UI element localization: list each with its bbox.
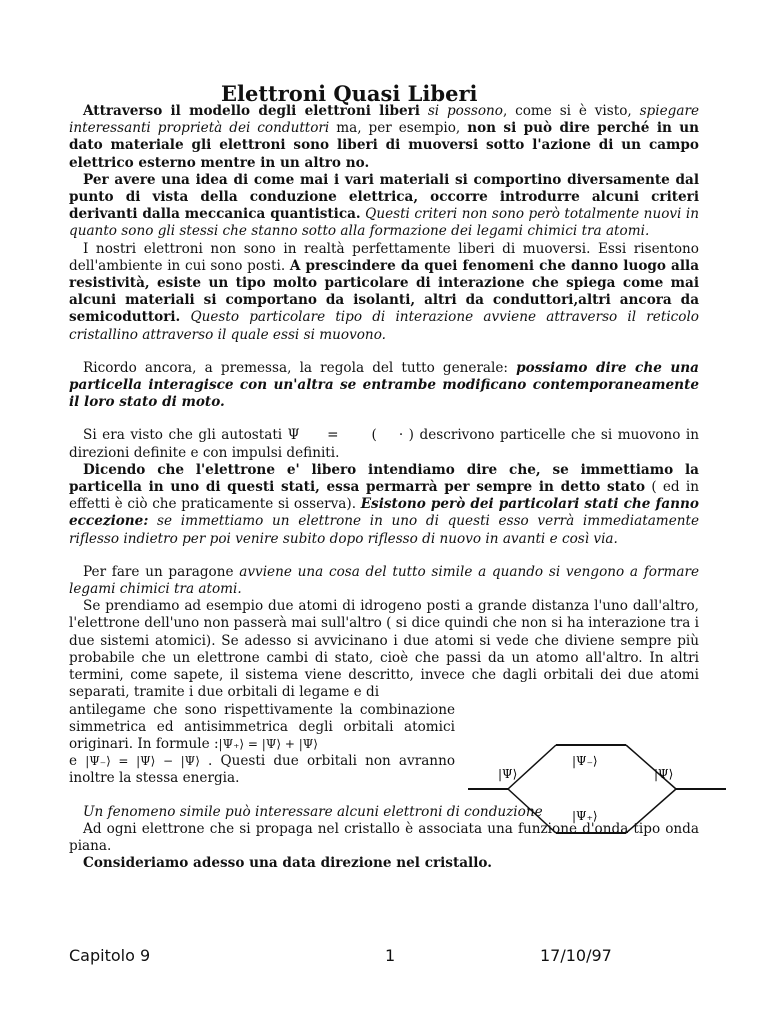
page-footer (69, 946, 629, 970)
page-title: Elettroni Quasi Liberi (221, 81, 478, 106)
footer-page-number: 1 (385, 946, 396, 965)
left-ket-label: |Ψ⟩ (498, 767, 518, 781)
energy-level-diagram (466, 740, 728, 838)
p1-text-c: , come si è visto, (502, 103, 640, 119)
p7-text-a: Per fare un paragone (83, 563, 240, 580)
p1-bold-a: Attraverso il modello degli elettroni liberi (83, 103, 420, 119)
p1-italic-d: spiegare interessanti proprietà dei conduttori (69, 103, 699, 137)
p4-text-a: Ricordo ancora, a premessa, la regola del tutto generale: (83, 359, 517, 376)
p1-italic-b: si possono (419, 103, 503, 119)
p11-bold: Consideriamo adesso una data direzione nel cristallo. (83, 855, 492, 872)
wrapped-text-block (69, 702, 455, 788)
p8-text-e: e (69, 753, 86, 770)
p8-tail-text: . Questi due orbitali non avranno inoltre la stessa energia. (69, 753, 456, 787)
paragraph-11 (69, 855, 699, 872)
p6-text-b: ( ed in effetti è ciò che praticamente si osserva). (69, 479, 699, 513)
p4-bold-italic-b: possiamo dire che una particella interagisce con un'altra se entrambe modificano contemporaneamente il loro stato di moto. (69, 359, 699, 411)
footer-date: 17/10/97 (540, 946, 612, 965)
paragraph-7 (69, 564, 699, 598)
p3-text-a: I nostri elettroni non sono in realtà perfettamente liberi di muoversi. Essi risentono dell'ambiente in cui sono posti. (69, 240, 699, 274)
paragraph-1 (69, 103, 699, 172)
paragraph-6 (69, 462, 699, 548)
right-down-connector (626, 789, 676, 833)
p8-text-a: Se prendiamo ad esempio due atomi di idrogeno posti a grande distanza l'uno dall'altro, l'elettrone dell'uno non passerà mai sull'altro ( si dice quindi che non si ha interazione tra i due sistemi atomici). Se adesso si avvicinano i due atomi si vede che diviene sempre più probabile che un elettrone cambi di stato, cioè che passi da un atomo all'altro. In altri termini, come sapete, il sistema viene descritto, invece che dagli orbitali dei due atomi separati, tramite i due orbitali di legame e di (69, 598, 699, 701)
bonding-ket-label: |Ψ₊⟩ (572, 809, 598, 823)
p9-italic: Un fenomeno simile può interessare alcuni elettroni di conduzione (83, 803, 543, 820)
eigenstate-formula: Ψ = ( · ) (287, 427, 414, 444)
antibonding-formula: |Ψ₋⟩ = |Ψ⟩ − |Ψ⟩ (85, 754, 200, 769)
p6-bold-italic-c: Esistono però dei particolari stati che fanno eccezione: (69, 496, 699, 530)
right-ket-label: |Ψ⟩ (654, 767, 674, 781)
antibonding-ket-label: |Ψ₋⟩ (572, 754, 598, 768)
paragraph-4 (69, 360, 699, 412)
paragraph-8 (69, 598, 699, 701)
p10-text: Ad ogni elettrone che si propaga nel cristallo è associata una funzione d'onda tipo onda piana. (69, 820, 699, 854)
footer-chapter: Capitolo 9 (69, 946, 151, 965)
paragraph-3 (69, 241, 699, 344)
paragraph-2 (69, 172, 699, 241)
p1-text-e: ma, per esempio, (329, 120, 468, 137)
p2-bold-a: Per avere una idea di come mai i vari materiali si comportino diversamente dal punto di vista della conduzione elettrica, occorre introdurre alcuni criteri derivanti dalla meccanica quantistica. (69, 171, 699, 223)
p8-wrap-text: antilegame che sono rispettivamente la combinazione simmetrica ed antisimmetrica degli orbitali atomici originari. In formule : (69, 701, 455, 752)
p1-bold-f: non si può dire perché in un dato materiale gli elettroni sono liberi di muoversi sotto l'azione di un campo elettrico esterno mentre in un altro no. (69, 120, 700, 171)
paragraph-5 (69, 427, 699, 461)
p3-bold-b: A prescindere da quei fenomeni che danno luogo alla resistività, esiste un tipo molto particolare di interazione che spiega come mai alcuni materiali si comportano da isolanti, altri da conduttori,altri ancora da semicoduttori. (69, 257, 700, 326)
p6-italic-d: se immettiamo un elettrone in uno di questi esso verrà immediatamente riflesso indietro per poi venire subito dopo riflesso di nuovo in avanti e così via. (69, 513, 699, 547)
p5-text-b: descrivono particelle che si muovono in direzioni definite e con impulsi definiti. (69, 427, 699, 461)
p7-italic-b: avviene una cosa del tutto simile a quando si vengono a formare legami chimici tra atomi. (69, 563, 699, 598)
p3-italic-c: Questo particolare tipo di interazione avviene attraverso il reticolo cristallino attraverso il quale essi si muovono. (69, 309, 699, 343)
left-down-connector (508, 789, 556, 833)
bonding-formula: |Ψ₊⟩ = |Ψ⟩ + |Ψ⟩ (218, 736, 318, 751)
p6-bold-a: Dicendo che l'elettrone e' libero intendiamo dire che, se immettiamo la particella in uno di questi stati, essa permarrà per sempre in detto stato (69, 461, 699, 496)
p5-text-a: Si era visto che gli autostati (83, 427, 288, 444)
p2-italic-b: Questi criteri non sono però totalmente nuovi in quanto sono gli stessi che stanno sotto alla formazione dei legami chimici tra atomi. (69, 206, 700, 240)
